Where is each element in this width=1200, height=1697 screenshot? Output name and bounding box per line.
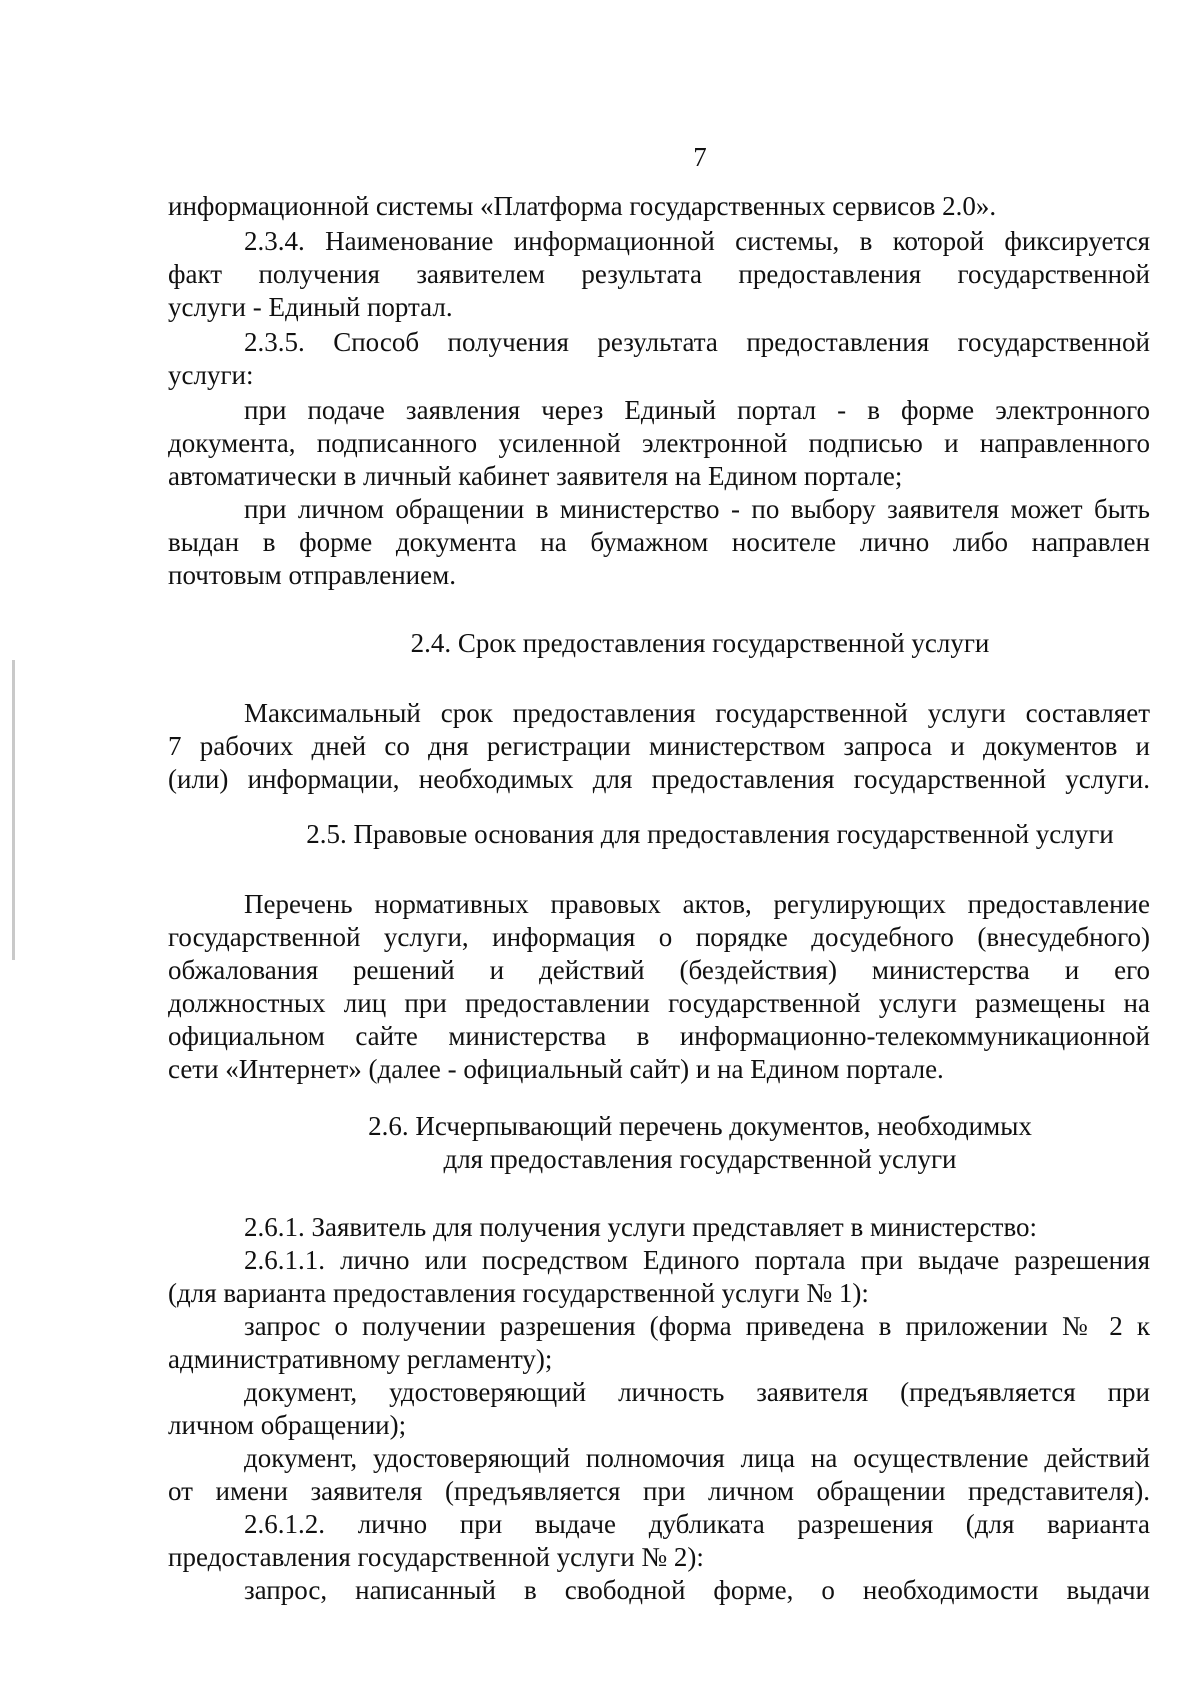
text-line: 2.6.1.2. лично при выдаче дубликата разрешения (для варианта: [244, 1509, 1150, 1539]
text-line: автоматически в личный кабинет заявителя на Едином портале;: [168, 461, 903, 491]
text-line: 2.3.4. Наименование информационной системы, в которой фиксируется: [244, 226, 1150, 256]
text-line: документ, удостоверяющий личность заявителя (предъявляется при: [244, 1377, 1150, 1407]
text-line: Максимальный срок предоставления государственной услуги составляет: [244, 698, 1150, 728]
text-line: информационной системы «Платформа государственных сервисов 2.0».: [168, 191, 997, 221]
text-line: официальном сайте министерства в информационно-телекоммуникационной: [168, 1021, 1150, 1051]
text-line: личном обращении);: [168, 1410, 407, 1440]
text-line: должностных лиц при предоставлении государственной услуги размещены на: [168, 988, 1150, 1018]
text-line: государственной услуги, информация о порядке досудебного (внесудебного): [168, 922, 1150, 952]
text-line: факт получения заявителем результата предоставления государственной: [168, 259, 1150, 289]
text-line: 2.3.5. Способ получения результата предоставления государственной: [244, 327, 1150, 357]
text-line: административному регламенту);: [168, 1344, 553, 1374]
section-heading: для предоставления государственной услуги: [443, 1144, 957, 1174]
text-line: документ, удостоверяющий полномочия лица на осуществление действий: [244, 1443, 1150, 1473]
text-line: выдан в форме документа на бумажном носителе лично либо направлен: [168, 527, 1150, 557]
text-line: 2.6.1.1. лично или посредством Единого портала при выдаче разрешения: [244, 1245, 1150, 1275]
scan-edge-mark: [12, 660, 15, 960]
text-line: услуги - Единый портал.: [168, 292, 453, 322]
text-line: запрос, написанный в свободной форме, о необходимости выдачи: [244, 1575, 1150, 1605]
text-line: обжалования решений и действий (бездействия) министерства и его: [168, 955, 1150, 985]
text-line: при подаче заявления через Единый портал - в форме электронного: [244, 395, 1150, 425]
text-line: от имени заявителя (предъявляется при личном обращении представителя).: [168, 1476, 1150, 1506]
page-number: 7: [693, 142, 707, 172]
section-heading: 2.4. Срок предоставления государственной услуги: [410, 628, 990, 658]
text-line: запрос о получении разрешения (форма приведена в приложении № 2 к: [244, 1311, 1150, 1341]
text-line: 7 рабочих дней со дня регистрации министерством запроса и документов и: [168, 731, 1150, 761]
text-line: предоставления государственной услуги № 2):: [168, 1542, 704, 1572]
text-line: Перечень нормативных правовых актов, регулирующих предоставление: [244, 889, 1150, 919]
text-line: услуги:: [168, 360, 254, 390]
text-line: документа, подписанного усиленной электронной подписью и направленного: [168, 428, 1150, 458]
text-line: (для варианта предоставления государственной услуги № 1):: [168, 1278, 869, 1308]
text-line: сети «Интернет» (далее - официальный сайт) и на Едином портале.: [168, 1054, 944, 1084]
text-line: при личном обращении в министерство - по выбору заявителя может быть: [244, 494, 1150, 524]
section-heading: 2.5. Правовые основания для предоставления государственной услуги: [306, 819, 1114, 849]
section-heading: 2.6. Исчерпывающий перечень документов, необходимых: [368, 1111, 1032, 1141]
text-line: почтовым отправлением.: [168, 560, 456, 590]
text-line: 2.6.1. Заявитель для получения услуги представляет в министерство:: [244, 1212, 1038, 1242]
text-line: (или) информации, необходимых для предоставления государственной услуги.: [168, 764, 1150, 794]
